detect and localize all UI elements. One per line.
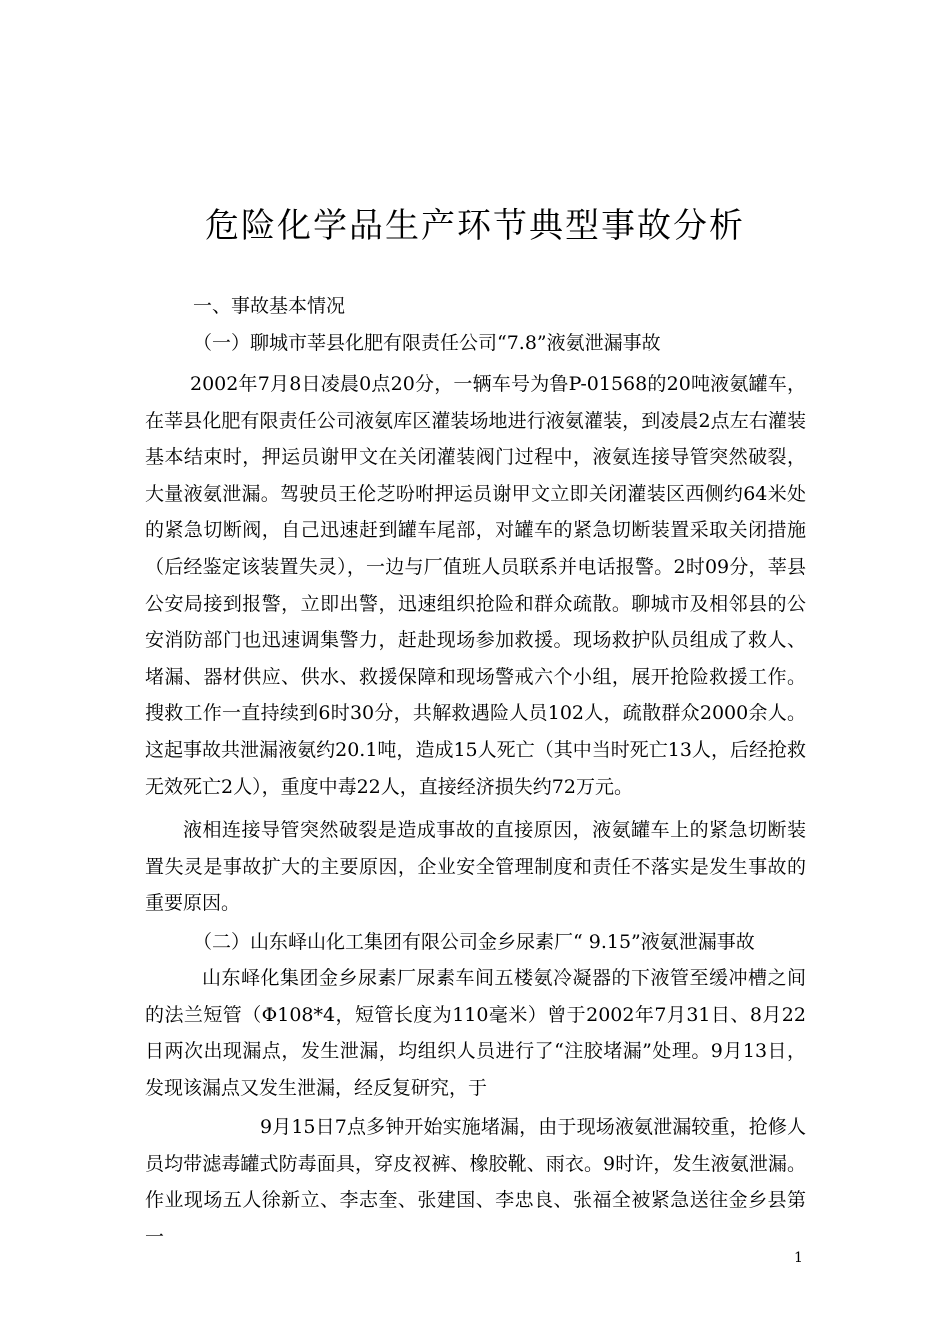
case1-heading: （一）聊城市莘县化肥有限责任公司“7.8”液氨泄漏事故 [193, 332, 661, 354]
case1-paragraph-2: 液相连接导管突然破裂是造成事故的直接原因，液氨罐车上的紧急切断装置失灵是事故扩大的主要原因，企业安全管理制度和责任不落实是发生事故的重要原因。 [145, 819, 806, 915]
section-heading: 一、事故基本情况 [193, 295, 346, 317]
case2-heading: （二）山东峄山化工集团有限公司金乡尿素厂“ 9.15”液氨泄漏事故 [193, 931, 755, 953]
case2-paragraph-1: 山东峄化集团金乡尿素厂尿素车间五楼氨冷凝器的下液管至缓冲槽之间的法兰短管（Φ108*4，短管长度为110毫米）曾于2002年7月31日、8月22日两次出现漏点，发生泄漏，均组织人员进行了“注胶堵漏”处理。9月13日，发现该漏点又发生泄漏，经反复研究，于 [145, 967, 806, 1099]
case1-paragraph-1: 2002年7月8日凌晨0点20分，一辆车号为鲁P-01568的20吨液氨罐车，在莘县化肥有限责任公司液氨库区灌装场地进行液氨灌装，到凌晨2点左右灌装基本结束时，押运员谢甲文在关闭灌装阀门过程中，液氨连接导管突然破裂，大量液氨泄漏。驾驶员王伦芝吩咐押运员谢甲文立即关闭灌装区西侧约64米处的紧急切断阀，自己迅速赶到罐车尾部，对罐车的紧急切断装置采取关闭措施（后经鉴定该装置失灵），一边与厂值班人员联系并电话报警。2时09分，莘县公安局接到报警，立即出警，迅速组织抢险和群众疏散。聊城市及相邻县的公安消防部门也迅速调集警力，赶赴现场参加救援。现场救护队员组成了救人、堵漏、器材供应、供水、救援保障和现场警戒六个小组，展开抢险救援工作。搜救工作一直持续到6时30分，共解救遇险人员102人，疏散群众2000余人。这起事故共泄漏液氨约20.1吨，造成15人死亡（其中当时死亡13人，后经抢救无效死亡2人），重度中毒22人，直接经济损失约72万元。 [145, 373, 806, 798]
case2-paragraph-2: 9月15日7点多钟开始实施堵漏，由于现场液氨泄漏较重，抢修人员均带滤毒罐式防毒面具，穿皮衩裤、橡胶靴、雨衣。9时许，发生液氨泄漏。作业现场五人徐新立、李志奎、张建国、李忠良、张福全被紧急送往金乡县第一 [145, 1116, 806, 1248]
document-title: 危险化学品生产环节典型事故分析 [205, 206, 745, 246]
page-number: 1 [794, 1250, 803, 1266]
